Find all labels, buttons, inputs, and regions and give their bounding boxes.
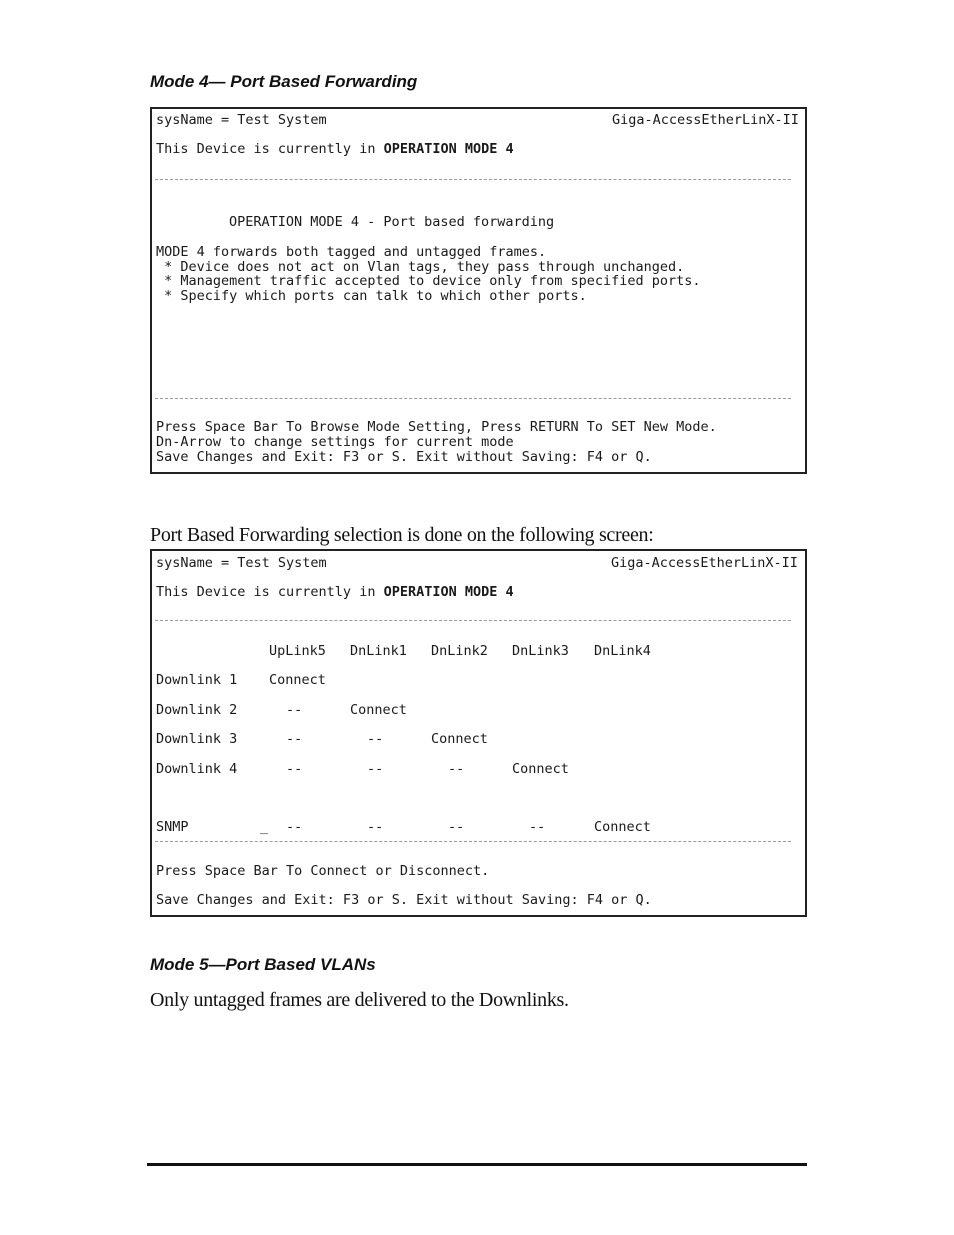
mode-description-line: MODE 4 forwards both tagged and untagged frames. — [156, 244, 547, 260]
help-line: Press Space Bar To Browse Mode Setting, Press RETURN To SET New Mode. — [156, 419, 717, 435]
port-cell[interactable]: -- — [286, 702, 303, 718]
separator-top — [155, 620, 791, 621]
row-label-snmp: SNMP — [156, 819, 189, 835]
mode4-heading: Mode 4— Port Based Forwarding — [150, 72, 418, 91]
help-line: Dn-Arrow to change settings for current mode — [156, 434, 514, 450]
port-cell[interactable]: -- — [448, 819, 465, 835]
column-header-dnlink4: DnLink4 — [594, 643, 651, 659]
column-header-dnlink2: DnLink2 — [431, 643, 488, 659]
port-cell[interactable]: -- — [286, 761, 303, 777]
footer-rule — [147, 1163, 807, 1166]
status-prefix: This Device is currently in — [156, 141, 376, 157]
separator-bottom — [155, 841, 791, 842]
product-name: Giga-AccessEtherLinX-II — [612, 112, 799, 128]
status-mode: OPERATION MODE 4 — [383, 141, 514, 157]
intro-paragraph: Port Based Forwarding selection is done on the following screen: — [150, 524, 654, 546]
product-name: Giga-AccessEtherLinX-II — [611, 555, 798, 571]
port-cell[interactable]: -- — [286, 731, 303, 747]
column-header-uplink5: UpLink5 — [269, 643, 326, 659]
port-cell[interactable]: -- — [529, 819, 546, 835]
column-header-dnlink1: DnLink1 — [350, 643, 407, 659]
mode5-heading: Mode 5—Port Based VLANs — [150, 955, 376, 974]
column-header-dnlink3: DnLink3 — [512, 643, 569, 659]
help-line: Save Changes and Exit: F3 or S. Exit without Saving: F4 or Q. — [156, 449, 652, 465]
mode-description-line: * Management traffic accepted to device only from specified ports. — [156, 273, 701, 289]
status-line — [156, 586, 514, 600]
sysname-label: sysName = Test System — [156, 555, 327, 571]
mode4-terminal-screen — [150, 107, 807, 474]
row-label-downlink-4: Downlink 4 — [156, 761, 238, 777]
port-cell[interactable]: Connect — [512, 761, 569, 777]
port-cell[interactable]: -- — [367, 731, 384, 747]
port-cell[interactable]: Connect — [594, 819, 651, 835]
mode-title: OPERATION MODE 4 - Port based forwarding — [229, 214, 555, 230]
help-line: Save Changes and Exit: F3 or S. Exit without Saving: F4 or Q. — [156, 892, 652, 908]
text-cursor: _ — [260, 819, 269, 835]
status-mode: OPERATION MODE 4 — [383, 584, 514, 600]
port-cell[interactable]: -- — [448, 761, 465, 777]
sysname-label: sysName = Test System — [156, 112, 327, 128]
status-prefix: This Device is currently in — [156, 584, 376, 600]
port-cell[interactable]: Connect — [350, 702, 407, 718]
mode-description-line: * Device does not act on Vlan tags, they pass through unchanged. — [156, 259, 685, 275]
row-label-downlink-3: Downlink 3 — [156, 731, 238, 747]
separator-bottom — [155, 398, 791, 399]
port-cell[interactable]: Connect — [269, 672, 326, 688]
port-cell[interactable]: -- — [367, 819, 384, 835]
row-label-downlink-2: Downlink 2 — [156, 702, 238, 718]
port-cell[interactable]: Connect — [431, 731, 488, 747]
forwarding-terminal-screen — [150, 549, 807, 917]
port-cell[interactable]: -- — [286, 819, 303, 835]
help-line: Press Space Bar To Connect or Disconnect. — [156, 863, 490, 879]
mode5-paragraph: Only untagged frames are delivered to the Downlinks. — [150, 989, 569, 1011]
status-line — [156, 143, 514, 157]
port-cell[interactable]: -- — [367, 761, 384, 777]
row-label-downlink-1: Downlink 1 — [156, 672, 238, 688]
separator-top — [155, 179, 791, 180]
mode-description-line: * Specify which ports can talk to which other ports. — [156, 288, 587, 304]
